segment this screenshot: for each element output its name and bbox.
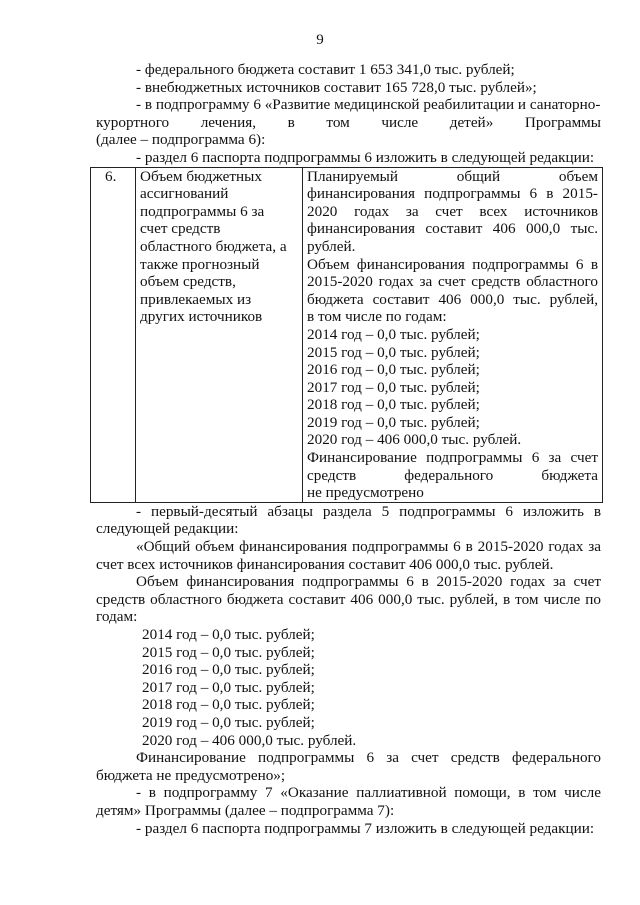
year-list (96, 626, 601, 749)
value-federal-note: Финансирование подпрограммы 6 за счет средств федерального бюджета (307, 449, 598, 484)
label-line: привлекаемых из (140, 290, 252, 308)
year-line: 2019 год – 0,0 тыс. рублей; (142, 713, 315, 731)
row-number-cell: 6. (91, 167, 136, 502)
paragraph-section5-instruction: - первый-десятый абзацы раздела 5 подпрограммы 6 изложить в следующей редакции: (96, 502, 601, 538)
label-line: Объем бюджетных (140, 167, 262, 185)
year-line: 2018 год – 0,0 тыс. рублей; (142, 696, 315, 714)
paragraph-section6-sp7-instruction: - раздел 6 паспорта подпрограммы 7 изложить в следующей редакции: (136, 819, 595, 837)
value-regional-budget-end: в том числе по годам: (307, 308, 447, 326)
value-year-line: 2018 год – 0,0 тыс. рублей; (307, 396, 480, 414)
paragraph-subprogram6-intro-3: (далее – подпрограмма 6): (96, 131, 266, 149)
value-year-line: 2020 год – 406 000,0 тыс. рублей. (307, 431, 522, 449)
value-year-line: 2014 год – 0,0 тыс. рублей; (307, 325, 480, 343)
value-year-line: 2019 год – 0,0 тыс. рублей; (307, 413, 480, 431)
paragraph-extrabudgetary: - внебюджетных источников составит 165 728,0 тыс. рублей»; (136, 78, 537, 96)
value-total-financing: Планируемый общий объем финансирования подпрограммы 6 в 2015-2020 годах за счет всех источников финансирования составит 406 000,0 тыс. рублей. (307, 167, 598, 255)
paragraph-subprogram6-intro-1: - в подпрограмму 6 «Развитие медицинской реабилитации и санаторно- (136, 96, 601, 114)
value-federal-note-end: не предусмотрено (307, 484, 424, 502)
paragraph-federal-budget: - федерального бюджета составит 1 653 341,0 тыс. рублей; (136, 61, 515, 78)
year-line: 2020 год – 406 000,0 тыс. рублей. (142, 731, 357, 749)
label-line: счет средств (140, 220, 221, 238)
row-value-cell (303, 167, 603, 502)
value-year-line: 2016 год – 0,0 тыс. рублей; (307, 361, 480, 379)
value-year-line: 2015 год – 0,0 тыс. рублей; (307, 343, 480, 361)
label-line: областного бюджета, а (140, 237, 287, 255)
value-regional-budget: Объем финансирования подпрограммы 6 в 2015-2020 годах за счет средств областного бюджета составит 406 000,0 тыс. рублей, (307, 255, 598, 308)
paragraph-subprogram7-intro: - в подпрограмму 7 «Оказание паллиативной помощи, в том числе детям» Программы (далее – подпрограмма 7): (96, 784, 601, 819)
paragraph-quote-total: «Общий объем финансирования подпрограммы 6 в 2015-2020 годах за счет всех источников финансирования составит 406 000,0 тыс. рублей. (96, 538, 601, 573)
label-line: также прогнозный (140, 255, 260, 273)
year-line: 2015 год – 0,0 тыс. рублей; (142, 643, 315, 661)
label-line: объем средств, (140, 273, 236, 291)
page-number: 9 (316, 32, 324, 48)
document-body (96, 61, 601, 837)
table-row (91, 167, 603, 502)
label-line: ассигнований (140, 185, 229, 203)
value-year-line: 2017 год – 0,0 тыс. рублей; (307, 378, 480, 396)
year-line: 2016 год – 0,0 тыс. рублей; (142, 661, 315, 679)
passport-table (90, 167, 603, 503)
paragraph-section6-instruction: - раздел 6 паспорта подпрограммы 6 изложить в следующей редакции: (136, 148, 595, 166)
label-line: других источников (140, 308, 263, 326)
label-line: подпрограммы 6 за (140, 202, 265, 220)
row-label-cell (136, 167, 303, 502)
year-line: 2017 год – 0,0 тыс. рублей; (142, 678, 315, 696)
year-line: 2014 год – 0,0 тыс. рублей; (142, 626, 315, 643)
paragraph-quote-federal: Финансирование подпрограммы 6 за счет средств федерального бюджета не предусмотрено»; (96, 749, 601, 784)
paragraph-quote-regional: Объем финансирования подпрограммы 6 в 2015-2020 годах за счет средств областного бюджета составит 406 000,0 тыс. рублей, в том числе по годам: (96, 573, 601, 626)
paragraph-subprogram6-intro-2: курортного лечения, в том числе детей» Программы (96, 113, 601, 131)
